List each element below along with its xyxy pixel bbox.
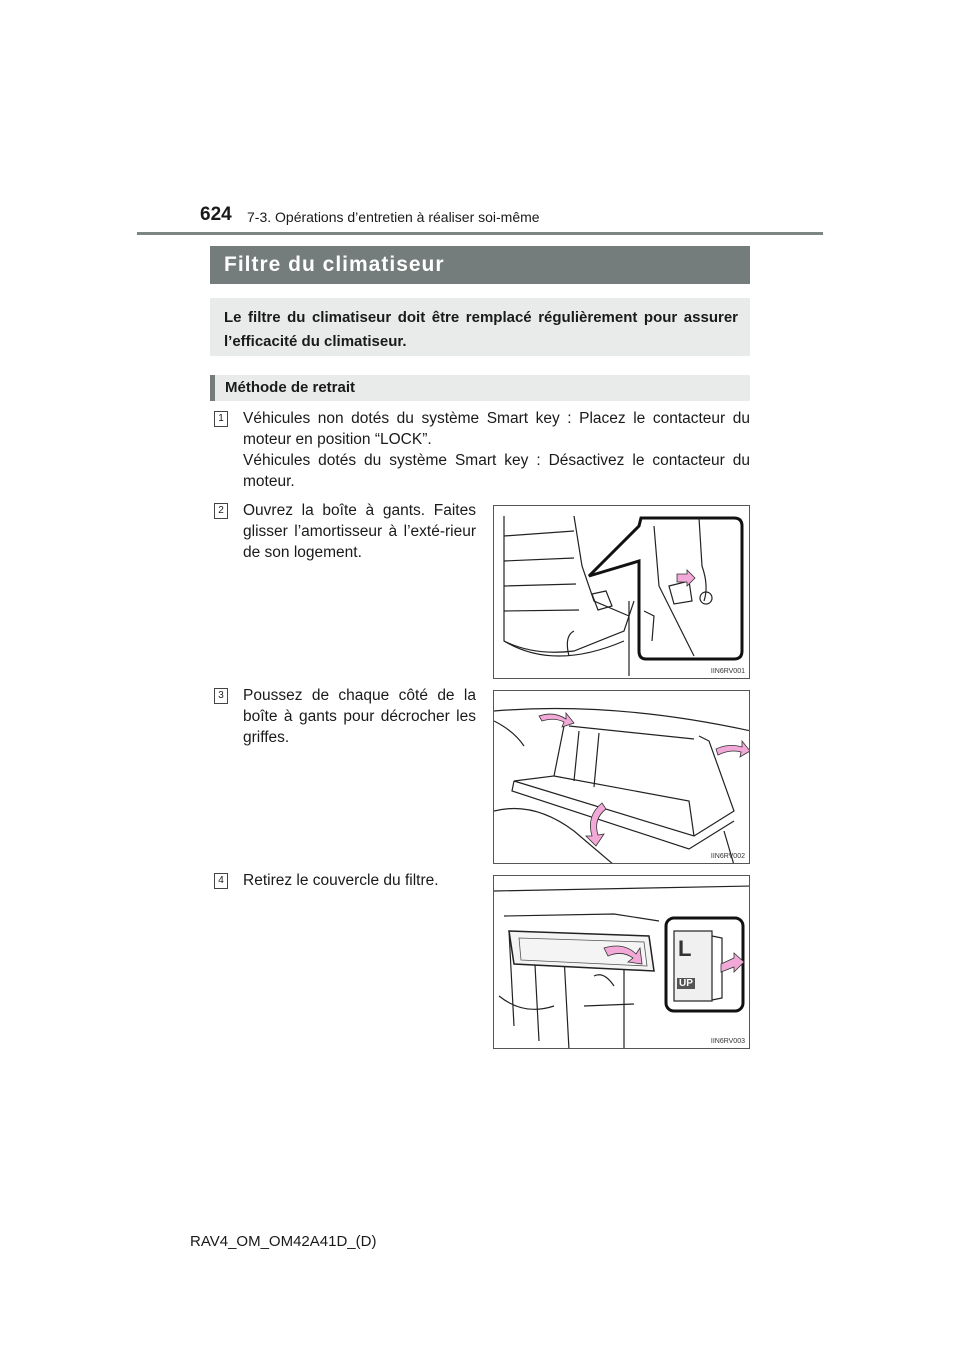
step-number-1: 1 — [214, 411, 228, 427]
filter-label-up: UP — [679, 978, 693, 989]
figure-glove-box-claws — [493, 690, 750, 864]
page-title: Filtre du climatiseur — [224, 253, 445, 276]
step-1-line-2: Véhicules dotés du système Smart key : Désactivez le contacteur du moteur. — [243, 452, 750, 490]
step-3-text: Poussez de chaque côté de la boîte à gants pour décrocher les griffes. — [243, 687, 476, 746]
figure-glove-box-damper — [493, 505, 750, 679]
title-bar — [210, 246, 750, 284]
figure-code-3: IIN6RV003 — [710, 1038, 745, 1045]
header-rule — [137, 232, 823, 235]
subsection-title: Méthode de retrait — [225, 379, 356, 396]
subsection-bar — [210, 375, 750, 401]
step-number-3: 3 — [214, 688, 228, 704]
step-4-text: Retirez le couvercle du filtre. — [243, 872, 439, 889]
footer-doc-code: RAV4_OM_OM42A41D_(D) — [190, 1233, 377, 1250]
page-number: 624 — [200, 204, 232, 225]
intro-box: Le filtre du climatiseur doit être remplacé régulièrement pour assurer l’efficacité du climatiseur. — [210, 298, 750, 356]
step-2-text: Ouvrez la boîte à gants. Faites glisser l’amortisseur à l’exté-rieur de son logement. — [243, 502, 476, 561]
step-1-text — [243, 408, 750, 492]
figure-code-1: IIN6RV001 — [710, 668, 745, 675]
step-number-2: 2 — [214, 503, 228, 519]
figure-filter-cover — [493, 875, 750, 1049]
section-header: 7-3. Opérations d’entretien à réaliser soi-même — [247, 209, 540, 225]
step-1-line-1: Véhicules non dotés du système Smart key : Placez le contacteur du moteur en position “LOCK”. — [243, 410, 750, 448]
step-number-4: 4 — [214, 873, 228, 889]
filter-label-l: L — [678, 936, 692, 961]
figure-code-2: IIN6RV002 — [710, 853, 745, 860]
